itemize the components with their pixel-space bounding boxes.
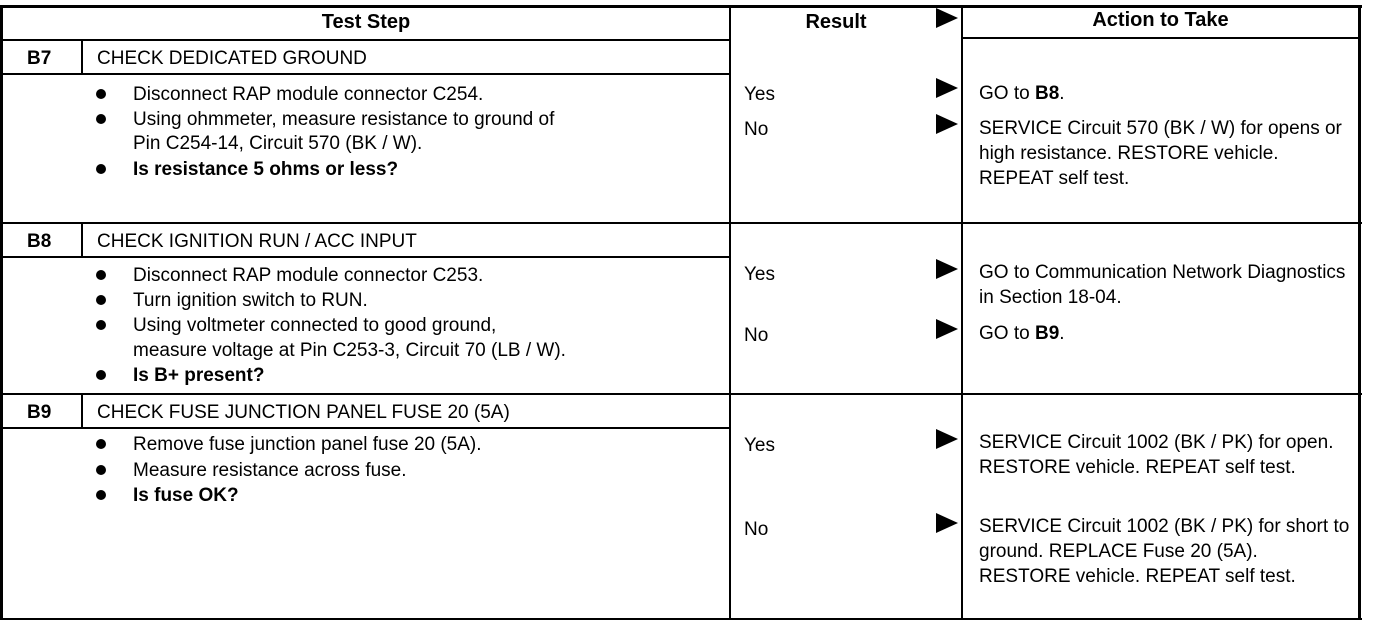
step-instruction-cont: measure voltage at Pin C253-3, Circuit 70 (LB / W). — [133, 340, 566, 361]
title-underline-b8 — [0, 256, 729, 258]
action-text-post: . — [1059, 323, 1065, 344]
row-separator-b9 — [0, 393, 1362, 395]
result-arrow-icon — [936, 429, 958, 449]
action-text-post: . — [1059, 83, 1065, 104]
step-instruction: Remove fuse junction panel fuse 20 (5A). — [133, 434, 482, 455]
step-instruction: Using ohmmeter, measure resistance to ground of — [133, 109, 555, 130]
step-instruction: Measure resistance across fuse. — [133, 460, 407, 481]
action-step-ref: B9 — [1034, 323, 1060, 344]
step-instruction: Using voltmeter connected to good ground, — [133, 315, 497, 336]
step-instruction: Disconnect RAP module connector C253. — [133, 265, 484, 286]
step-question: Is B+ present? — [133, 365, 265, 386]
step-id-divider-b8 — [81, 224, 83, 258]
action-step-ref: B8 — [1034, 83, 1060, 104]
bullet-icon — [96, 465, 106, 475]
bullet-icon — [96, 89, 106, 99]
action-text-pre: SERVICE Circuit 1002 (BK / PK) for open. RESTORE vehicle. REPEAT self test. — [979, 432, 1334, 478]
row-separator-b8 — [0, 222, 1362, 224]
result-label: No — [744, 519, 769, 540]
bullet-icon — [96, 439, 106, 449]
header-arrow-icon — [936, 8, 958, 28]
step-id-divider-b9 — [81, 395, 83, 429]
action-text — [979, 430, 1354, 480]
action-text-pre: SERVICE Circuit 1002 (BK / PK) for short to ground. REPLACE Fuse 20 (5A). RESTORE vehicle. REPEAT self test. — [979, 516, 1350, 587]
action-text-pre: SERVICE Circuit 570 (BK / W) for opens or high resistance. RESTORE vehicle. REPEAT self test. — [979, 118, 1342, 189]
result-label: Yes — [744, 264, 775, 285]
table-right-border — [1358, 5, 1361, 620]
step-question: Is resistance 5 ohms or less? — [133, 159, 399, 180]
action-text — [979, 321, 1354, 346]
bullet-icon — [96, 370, 106, 380]
column-divider-action — [961, 5, 963, 620]
bullet-icon — [96, 490, 106, 500]
step-id-divider-b7 — [81, 41, 83, 75]
result-label: Yes — [744, 84, 775, 105]
result-label: No — [744, 325, 769, 346]
action-text — [979, 260, 1354, 310]
result-label: Yes — [744, 435, 775, 456]
step-instruction: Disconnect RAP module connector C254. — [133, 84, 484, 105]
step-id: B8 — [27, 231, 52, 252]
step-instruction: Turn ignition switch to RUN. — [133, 290, 368, 311]
action-text — [979, 116, 1354, 191]
step-id: B9 — [27, 402, 52, 423]
result-arrow-icon — [936, 78, 958, 98]
action-text-pre: GO to Communication Network Diagnostics in Section 18-04. — [979, 262, 1346, 308]
bullet-icon — [96, 320, 106, 330]
action-text-pre: GO to — [979, 323, 1035, 344]
bullet-icon — [96, 164, 106, 174]
result-label: No — [744, 119, 769, 140]
header-bottom-border-action — [961, 37, 1361, 39]
header-test-step: Test Step — [321, 11, 411, 33]
result-arrow-icon — [936, 259, 958, 279]
step-title: CHECK IGNITION RUN / ACC INPUT — [97, 231, 417, 252]
header-result: Result — [805, 11, 867, 33]
result-arrow-icon — [936, 319, 958, 339]
header-bottom-border — [0, 39, 731, 41]
result-arrow-icon — [936, 114, 958, 134]
step-instruction-cont: Pin C254-14, Circuit 570 (BK / W). — [133, 133, 423, 154]
step-title: CHECK DEDICATED GROUND — [97, 48, 367, 69]
bullet-icon — [96, 295, 106, 305]
bullet-icon — [96, 114, 106, 124]
step-title: CHECK FUSE JUNCTION PANEL FUSE 20 (5A) — [97, 402, 510, 423]
action-text — [979, 81, 1354, 106]
step-id: B7 — [27, 48, 52, 69]
action-text — [979, 514, 1354, 589]
table-left-border — [0, 5, 3, 620]
title-underline-b9 — [0, 427, 729, 429]
header-action: Action to Take — [1092, 9, 1229, 31]
bullet-icon — [96, 270, 106, 280]
column-divider-result — [729, 5, 731, 620]
title-underline-b7 — [0, 73, 729, 75]
step-question: Is fuse OK? — [133, 485, 239, 506]
action-text-pre: GO to — [979, 83, 1035, 104]
table-bottom-border — [0, 618, 1362, 620]
result-arrow-icon — [936, 513, 958, 533]
